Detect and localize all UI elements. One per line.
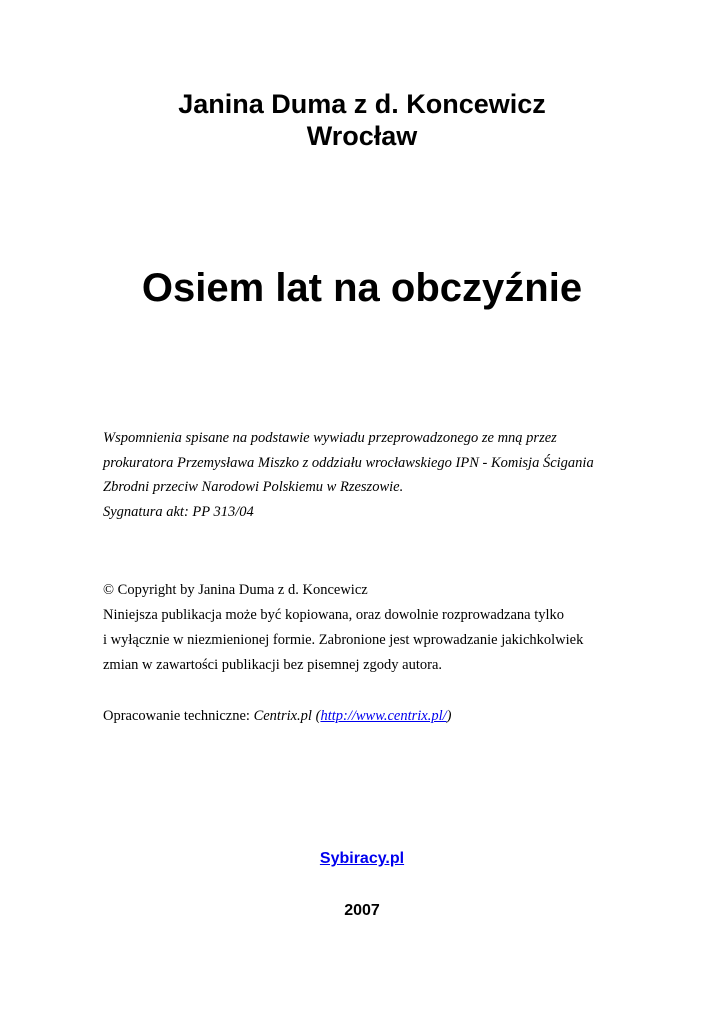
sybiracy-link[interactable]: Sybiracy.pl — [319, 850, 405, 867]
technical-credit-label: Opracowanie techniczne: — [103, 708, 254, 724]
publication-year: 2007 — [344, 902, 380, 919]
author-city: Wrocław — [306, 121, 418, 151]
license-line: Niniejsza publikacja może być kopiowana, oraz dowolnie rozprowadzana tylko — [103, 607, 565, 623]
memoir-note-line: prokuratora Przemysława Miszko z oddziału wrocławskiego IPN - Komisja Ścigania — [103, 454, 594, 471]
technical-close-paren: ) — [446, 708, 452, 724]
author-block — [0, 88, 724, 152]
memoir-note — [103, 426, 623, 524]
case-signature: Sygnatura akt: PP 313/04 — [103, 503, 254, 520]
license-line: i wyłącznie w niezmienionej formie. Zabronione jest wprowadzanie jakichkolwiek — [103, 632, 584, 648]
publisher-block — [0, 848, 724, 870]
technical-open-paren: ( — [311, 708, 321, 724]
technical-credit — [103, 704, 623, 729]
technical-company — [254, 708, 452, 724]
technical-company-name: Centrix.pl — [253, 708, 312, 724]
license-line: zmian w zawartości publikacji bez pisemnej zgody autora. — [103, 657, 443, 673]
copyright-line: © Copyright by Janina Duma z d. Koncewicz — [103, 582, 368, 598]
copyright-notice — [103, 578, 623, 678]
memoir-note-line: Zbrodni przeciw Narodowi Polskiemu w Rzeszowie. — [103, 479, 404, 495]
author-name: Janina Duma z d. Koncewicz — [178, 89, 546, 119]
page-title: Osiem lat na obczyźnie — [141, 266, 583, 310]
memoir-note-line: Wspomnienia spisane na podstawie wywiadu przeprowadzonego ze mną przez — [103, 430, 557, 446]
centrix-link[interactable]: http://www.centrix.pl/ — [320, 708, 447, 724]
